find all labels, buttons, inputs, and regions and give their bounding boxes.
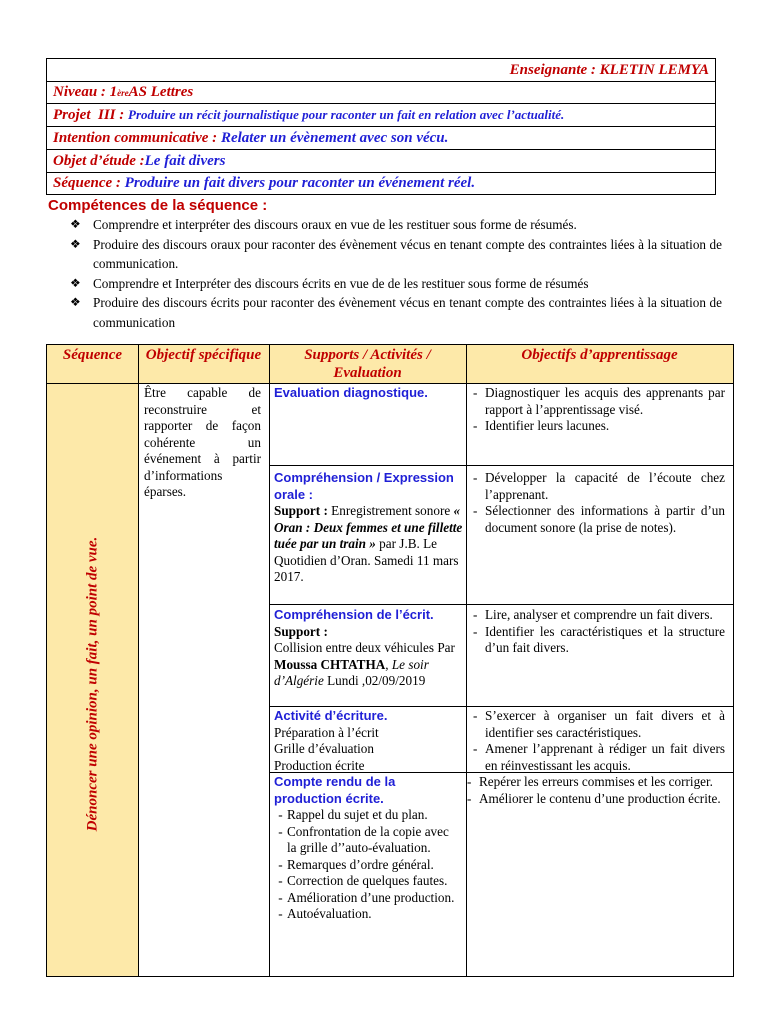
step-item: - Amélioration d’une production. (278, 889, 455, 905)
objet-label: Objet d’étude : (53, 152, 145, 169)
intention-label: Intention communicative : (53, 129, 221, 146)
row-title: Compréhension de l’écrit. (274, 607, 434, 622)
header-objectifs-app: Objectifs d’apprentissage (466, 345, 733, 384)
row-title: Evaluation diagnostique. (274, 385, 428, 400)
row-evaluation-objectifs (473, 385, 725, 435)
row-title: Activité d’écriture. (274, 708, 388, 723)
objectif-specifique: Être capable de reconstruire et rapporter de façon cohérente un événement à partir d’informations éparses. (144, 385, 261, 499)
row-compte-rendu (274, 774, 460, 923)
objet-row (47, 150, 715, 173)
sequence-label: Séquence : (53, 175, 125, 191)
step-item: - Confrontation de la copie avec la grille d’’auto-évaluation. (278, 823, 449, 855)
objectif-item: - Identifier les caractéristiques et la structure d’un fait divers. (473, 623, 725, 655)
header-supports: Supports / Activités / Evaluation (269, 345, 466, 384)
objectif-item: - Améliorer le contenu d’une production écrite. (467, 790, 721, 806)
projet-label: Projet III : (53, 106, 128, 123)
niveau-label: Niveau : 1 (53, 84, 118, 100)
objectif-item: - Lire, analyser et comprendre un fait divers. (473, 607, 713, 622)
step-item: - Remarques d’ordre général. (278, 856, 434, 872)
competence-item: ❖ Produire des discours oraux pour raconter des évènement vécus en tenant compte des contraintes liées à la situation de communication. (70, 235, 722, 274)
competence-item: ❖ Comprendre et Interpréter des discours écrits en vue de de les restituer sous forme de résumés (70, 274, 722, 294)
objectif-item: - Repérer les erreurs commises et les corriger. (467, 774, 713, 789)
niveau-row (47, 82, 715, 104)
teacher-row (47, 59, 715, 82)
intention-row (47, 127, 715, 150)
sequence-cell (47, 384, 138, 976)
row-activite-ecriture-objectifs (473, 708, 725, 774)
row-comprehension-orale-objectifs (473, 470, 725, 536)
diamond-bullet-icon: ❖ (70, 275, 81, 290)
sequence-table (46, 344, 734, 977)
objectif-item: - Développer la capacité de l’écoute chez l’apprenant. (473, 470, 725, 502)
info-table (46, 58, 716, 195)
sequence-value: Produire un fait divers pour raconter un événement réel. (124, 175, 476, 191)
teacher-name: Enseignante : KLETIN LEMYA (509, 61, 709, 78)
competences-title: Compétences de la séquence : (48, 197, 268, 214)
step-item: - Correction de quelques fautes. (278, 873, 448, 888)
objectif-item: - Sélectionner des informations à partir d’un document sonore (la prise de notes). (473, 503, 725, 535)
niveau-rest: AS Lettres (128, 84, 194, 100)
sequence-row (47, 173, 715, 194)
row-comprehension-ecrit: Compréhension de l’écrit. Support : Collision entre deux véhicules Par Moussa CHTATHA, Le soir d’Algérie Lundi ,02/09/2019 (274, 607, 460, 690)
objet-value: Le fait divers (144, 152, 226, 169)
steps-list (274, 807, 460, 923)
objectif-item: - Diagnostiquer les acquis des apprenants par rapport à l’apprentissage visé. (473, 385, 725, 417)
step-item: - Autoévaluation. (278, 906, 372, 921)
objectif-item: - S’exercer à organiser un fait divers et à identifier ses caractéristiques. (473, 708, 725, 740)
sequence-vertical-text: Dénoncer une opinion, un fait, un point de vue. (84, 536, 101, 832)
row-comprehension-orale: Compréhension / Expression orale : Support : Enregistrement sonore « Oran : Deux femmes et une fillette tuée par un train » par J.B. Le Quotidien d’Oran. Samedi 11 mars 2017. (274, 470, 463, 584)
competences-list (70, 215, 722, 332)
header-objectif: Objectif spécifique (138, 345, 269, 384)
header-sequence: Séquence (47, 345, 138, 384)
diamond-bullet-icon: ❖ (70, 295, 81, 309)
row-compte-rendu-objectifs (467, 774, 725, 807)
diamond-bullet-icon: ❖ (70, 217, 81, 231)
step-item: - Rappel du sujet et du plan. (278, 807, 428, 822)
row-evaluation (274, 385, 460, 402)
objectif-item: - Amener l’apprenant à rédiger un fait divers en réinvestissant les acquis. (473, 741, 725, 773)
diamond-bullet-icon: ❖ (70, 236, 81, 251)
row-title: Compte rendu de la production écrite. (274, 774, 396, 806)
competence-item: ❖ Produire des discours écrits pour raconter des évènement vécus en tenant compte des contraintes liées à la situation de communication (70, 293, 722, 332)
objectif-item: - Identifier leurs lacunes. (473, 418, 610, 433)
niveau-sup: ère (117, 87, 129, 98)
row-title: Compréhension / Expression orale : (274, 470, 454, 502)
intention-value: Relater un évènement avec son vécu. (220, 129, 449, 146)
row-comprehension-ecrit-objectifs (473, 607, 725, 657)
projet-value: Produire un récit journalistique pour raconter un fait en relation avec l’actualité. (128, 107, 565, 122)
row-activite-ecriture: Activité d’écriture. Préparation à l’écrit Grille d’évaluation Production écrite (274, 708, 460, 774)
projet-row (47, 104, 715, 127)
competence-item: ❖ Comprendre et interpréter des discours oraux en vue de les restituer sous forme de résumés. (70, 215, 722, 235)
